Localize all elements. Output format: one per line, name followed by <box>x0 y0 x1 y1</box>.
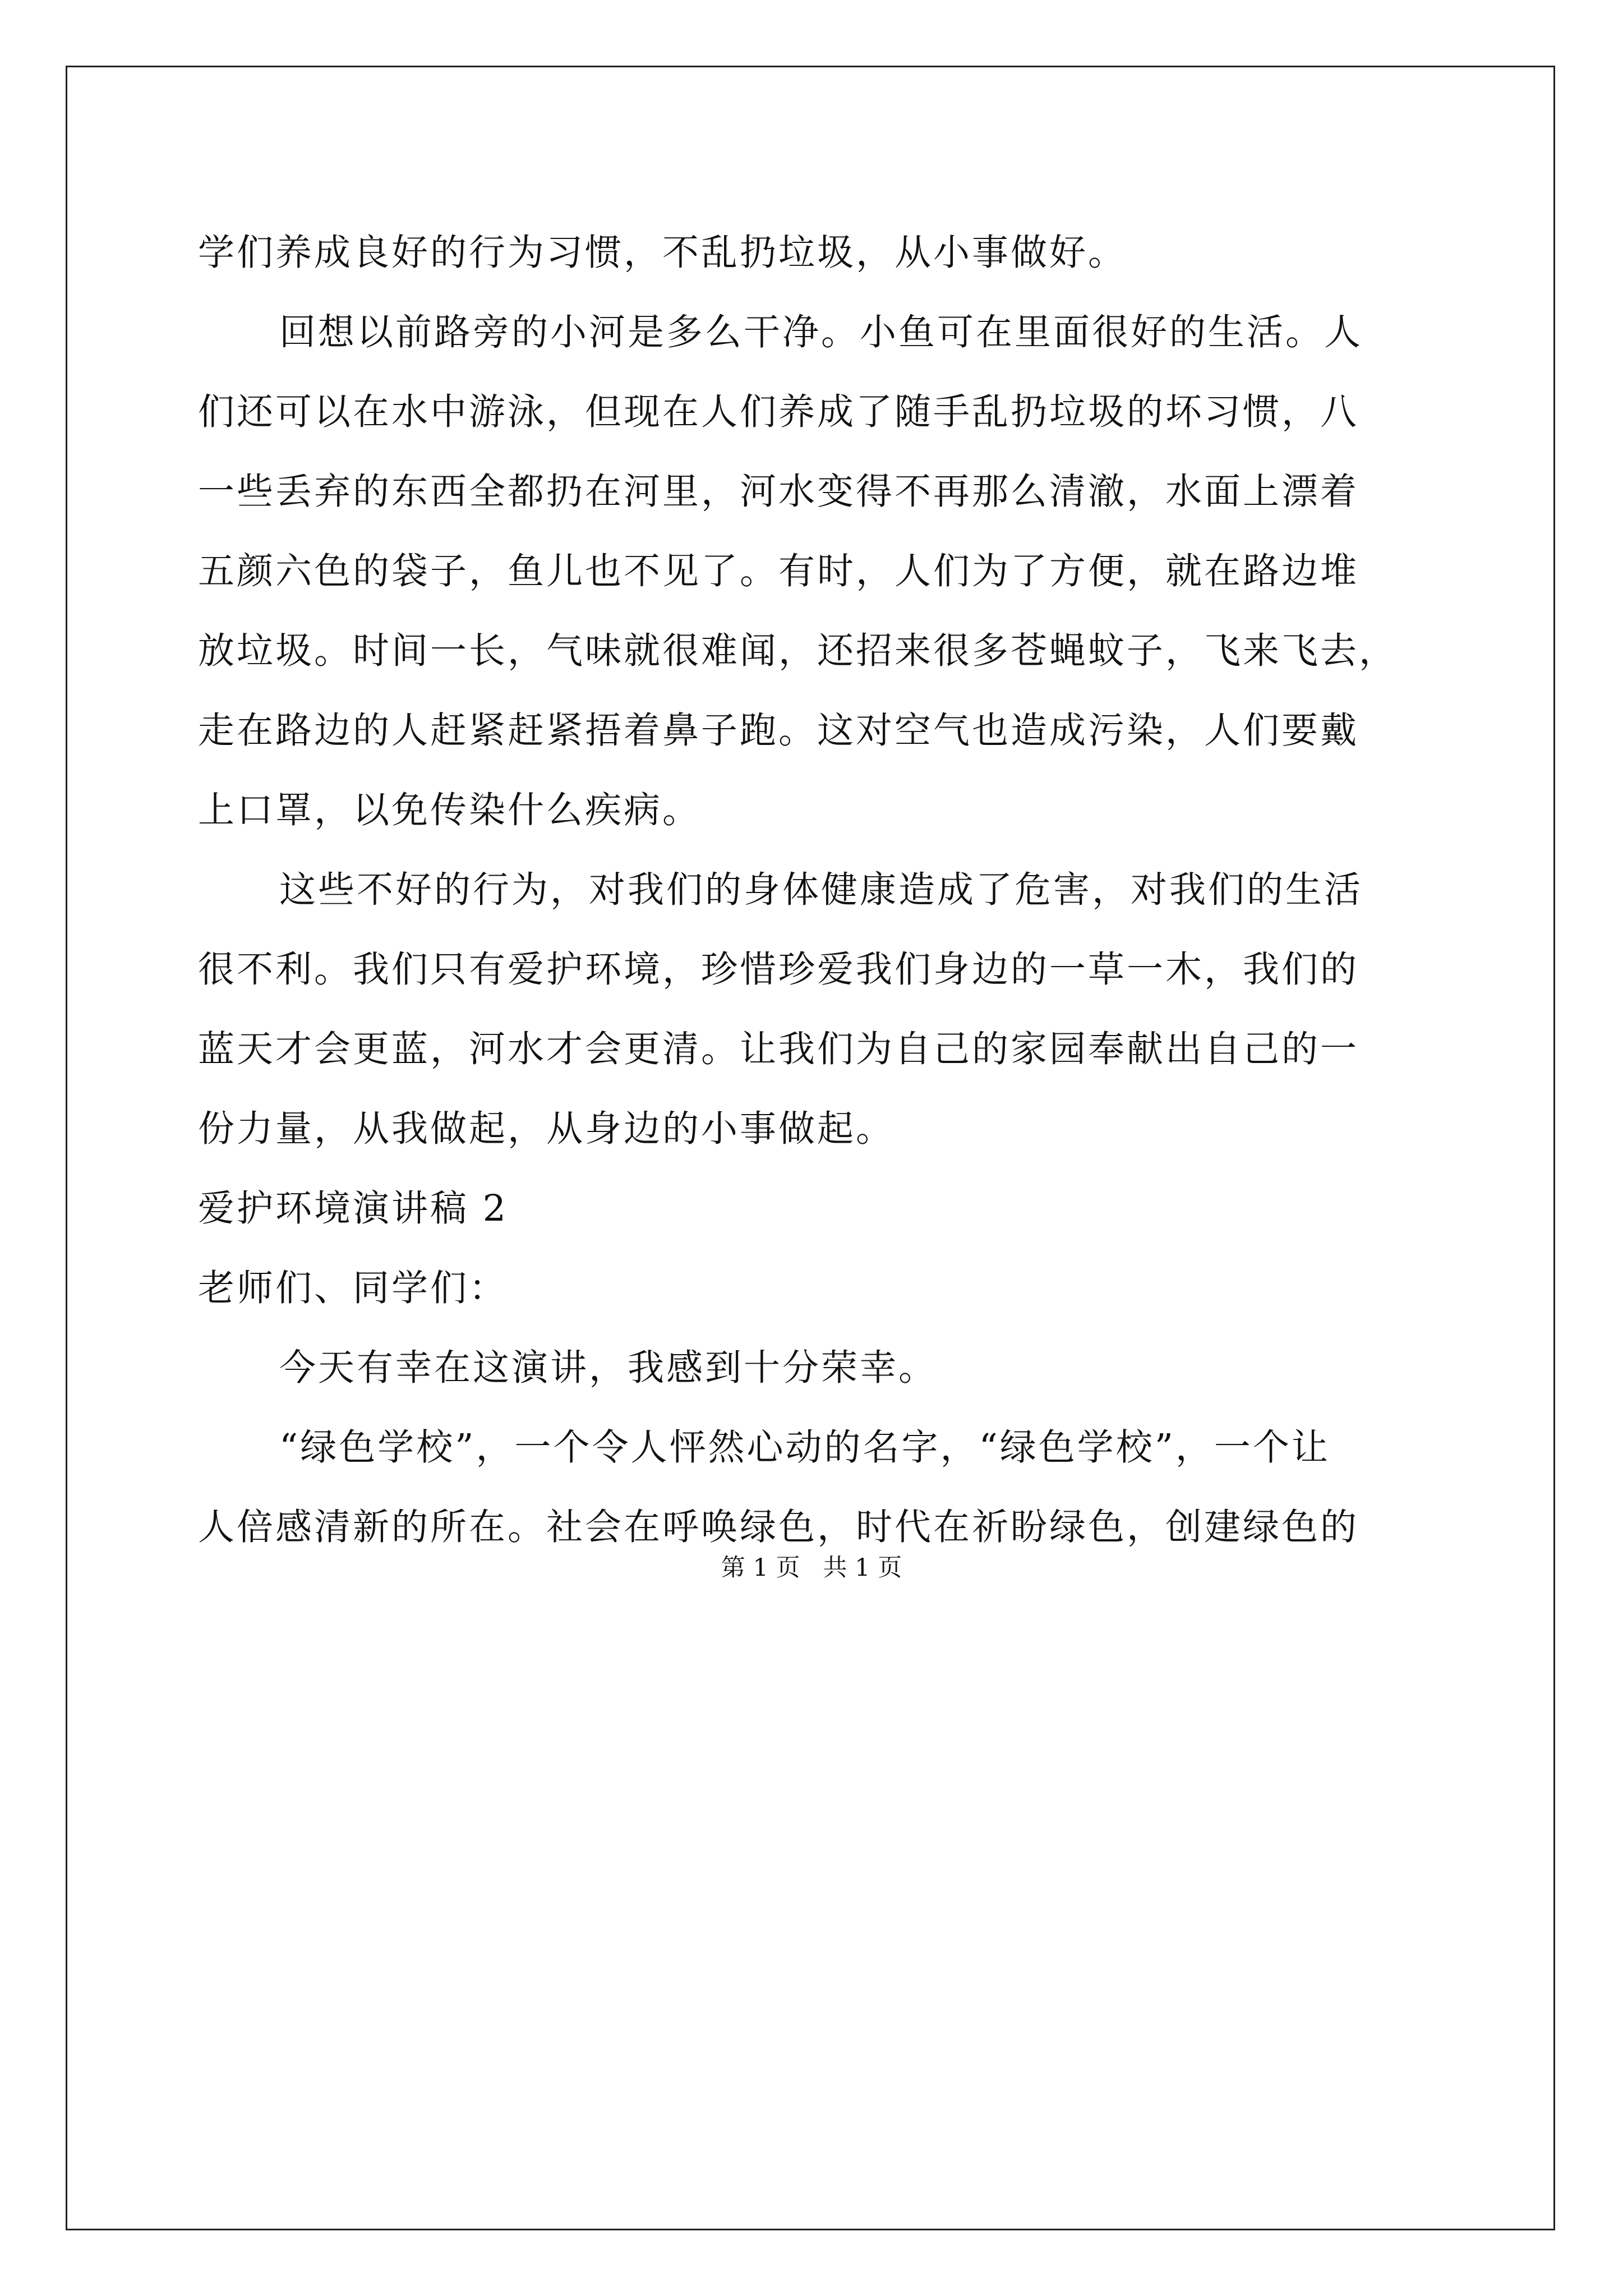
text-line: 蓝天才会更蓝，河水才会更清。让我们为自己的家园奉献出自己的一 <box>198 1028 1359 1070</box>
text-line: 五颜六色的袋子，鱼儿也不见了。有时，人们为了方便，就在路边堆 <box>198 550 1359 592</box>
document-body <box>198 213 1432 1567</box>
text-line: 走在路边的人赶紧赶紧捂着鼻子跑。这对空气也造成污染，人们要戴 <box>198 710 1359 752</box>
text-line: 上口罩，以免传染什么疾病。 <box>198 789 702 831</box>
paragraph-start: 回想以前路旁的小河是多么干净。小鱼可在里面很好的生活。人 <box>279 311 1363 353</box>
paragraph-start: 今天有幸在这演讲，我感到十分荣幸。 <box>279 1347 938 1389</box>
text-line: 一些丢弃的东西全都扔在河里，河水变得不再那么清澈，水面上漂着 <box>198 471 1359 513</box>
text-line: 放垃圾。时间一长，气味就很难闻，还招来很多苍蝇蚊子，飞来飞去， <box>198 630 1398 672</box>
text-line: 们还可以在水中游泳，但现在人们养成了随手乱扔垃圾的坏习惯，八 <box>198 391 1359 433</box>
salutation: 老师们、同学们： <box>198 1267 508 1309</box>
paragraph-start: “绿色学校”，一个令人怦然心动的名字，“绿色学校”，一个让 <box>279 1427 1330 1469</box>
section-heading: 爱护环境演讲稿 2 <box>198 1188 509 1230</box>
text-line: 很不利。我们只有爱护环境，珍惜珍爱我们身边的一草一木，我们的 <box>198 949 1359 991</box>
text-line: 人倍感清新的所在。社会在呼唤绿色，时代在祈盼绿色，创建绿色的 <box>198 1506 1359 1548</box>
text-line: 学们养成良好的行为习惯，不乱扔垃圾，从小事做好。 <box>198 232 1127 274</box>
paragraph-start: 这些不好的行为，对我们的身体健康造成了危害，对我们的生活 <box>279 869 1363 911</box>
page-number-footer: 第 1 页 共 1 页 <box>721 1554 902 1582</box>
text-line: 份力量，从我做起，从身边的小事做起。 <box>198 1108 895 1150</box>
